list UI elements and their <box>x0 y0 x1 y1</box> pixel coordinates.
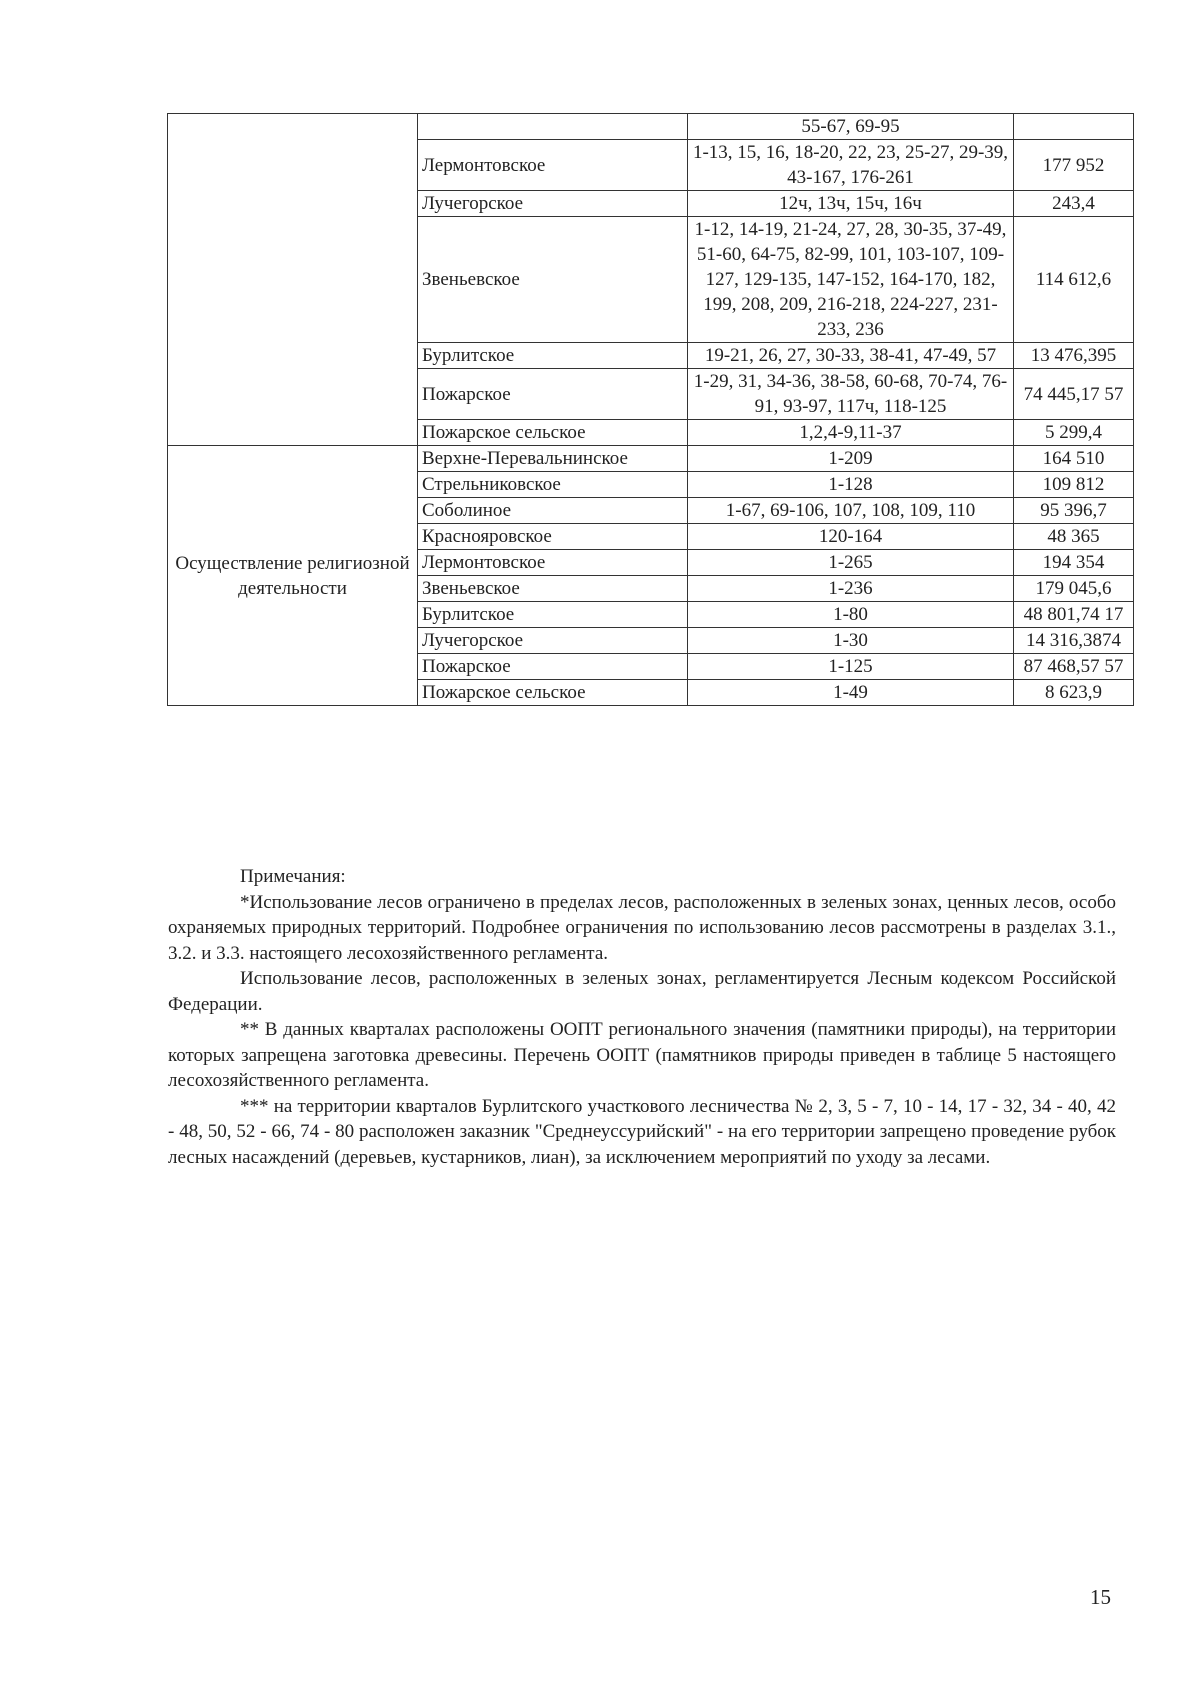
area-cell: 8 623,9 <box>1014 680 1134 706</box>
forestry-cell <box>418 114 688 140</box>
quarters-cell: 1-125 <box>688 654 1014 680</box>
area-cell: 177 952 <box>1014 140 1134 191</box>
note-paragraph: ** В данных кварталах расположены ООПТ регионального значения (памятники природы), на территории которых запрещена заготовка древесины. Перечень ООПТ (памятников природы приведен в таблице 5 настоящего лесохозяйственного регламента. <box>168 1019 1116 1091</box>
table-row <box>168 114 1134 140</box>
forestry-cell: Бурлитское <box>418 343 688 369</box>
area-cell: 164 510 <box>1014 446 1134 472</box>
forestry-cell: Стрельниковское <box>418 472 688 498</box>
quarters-cell: 1-49 <box>688 680 1014 706</box>
table-row <box>168 446 1134 472</box>
forestry-cell: Бурлитское <box>418 602 688 628</box>
quarters-cell: 1-209 <box>688 446 1014 472</box>
area-cell: 48 365 <box>1014 524 1134 550</box>
quarters-cell: 55-67, 69-95 <box>688 114 1014 140</box>
forestry-cell: Верхне-Перевальнинское <box>418 446 688 472</box>
area-cell: 114 612,6 <box>1014 217 1134 343</box>
quarters-cell: 1-128 <box>688 472 1014 498</box>
forestry-cell: Соболиное <box>418 498 688 524</box>
forestry-cell: Пожарское <box>418 369 688 420</box>
forestry-cell: Краснояровское <box>418 524 688 550</box>
area-cell: 95 396,7 <box>1014 498 1134 524</box>
purpose-cell <box>168 114 418 446</box>
quarters-cell: 1-29, 31, 34-36, 38-58, 60-68, 70-74, 76-91, 93-97, 117ч, 118-125 <box>688 369 1014 420</box>
forestry-cell: Лермонтовское <box>418 550 688 576</box>
forestry-cell: Звеньевское <box>418 576 688 602</box>
page-number: 15 <box>1090 1585 1111 1609</box>
quarters-cell: 19-21, 26, 27, 30-33, 38-41, 47-49, 57 <box>688 343 1014 369</box>
forestry-cell: Пожарское сельское <box>418 420 688 446</box>
quarters-cell: 1-12, 14-19, 21-24, 27, 28, 30-35, 37-49, 51-60, 64-75, 82-99, 101, 103-107, 109-127, 129-135, 147-152, 164-170, 182, 199, 208, 209, 216-218, 224-227, 231-233, 236 <box>688 217 1014 343</box>
area-cell: 179 045,6 <box>1014 576 1134 602</box>
forestry-cell: Лермонтовское <box>418 140 688 191</box>
notes-heading: Примечания: <box>240 866 346 887</box>
purpose-cell: Осуществление религиозной деятельности <box>168 446 418 706</box>
area-cell: 5 299,4 <box>1014 420 1134 446</box>
note-paragraph: *** на территории кварталов Бурлитского участкового лесничества № 2, 3, 5 - 7, 10 - 14, 17 - 32, 34 - 40, 42 - 48, 50, 52 - 66, 74 - 80 расположен заказник "Среднеуссурийский" - на его территории запрещено проведение рубок лесных насаждений (деревьев, кустарников, лиан), за исключением мероприятий по уходу за лесами. <box>168 1095 1116 1168</box>
area-cell: 87 468,57 57 <box>1014 654 1134 680</box>
forestry-cell: Пожарское <box>418 654 688 680</box>
area-cell: 48 801,74 17 <box>1014 602 1134 628</box>
forest-use-table <box>167 113 1134 706</box>
note-paragraph: Использование лесов, расположенных в зеленых зонах, регламентируется Лесным кодексом Российской Федерации. <box>168 968 1116 1015</box>
quarters-cell: 1-236 <box>688 576 1014 602</box>
forestry-cell: Лучегорское <box>418 191 688 217</box>
area-cell: 109 812 <box>1014 472 1134 498</box>
area-cell: 13 476,395 <box>1014 343 1134 369</box>
quarters-cell: 1-80 <box>688 602 1014 628</box>
forestry-cell: Пожарское сельское <box>418 680 688 706</box>
quarters-cell: 12ч, 13ч, 15ч, 16ч <box>688 191 1014 217</box>
area-cell <box>1014 114 1134 140</box>
area-cell: 243,4 <box>1014 191 1134 217</box>
area-cell: 74 445,17 57 <box>1014 369 1134 420</box>
forestry-cell: Звеньевское <box>418 217 688 343</box>
quarters-cell: 1-265 <box>688 550 1014 576</box>
area-cell: 194 354 <box>1014 550 1134 576</box>
notes-section <box>168 864 1116 1170</box>
quarters-cell: 1,2,4-9,11-37 <box>688 420 1014 446</box>
quarters-cell: 120-164 <box>688 524 1014 550</box>
quarters-cell: 1-67, 69-106, 107, 108, 109, 110 <box>688 498 1014 524</box>
area-cell: 14 316,3874 <box>1014 628 1134 654</box>
note-paragraph: *Использование лесов ограничено в пределах лесов, расположенных в зеленых зонах, ценных лесов, особо охраняемых природных территорий. Подробнее ограничения по использованию лесов рассмотрены в разделах 3.1., 3.2. и 3.3. настоящего лесохозяйственного регламента. <box>168 891 1116 964</box>
forestry-cell: Лучегорское <box>418 628 688 654</box>
quarters-cell: 1-30 <box>688 628 1014 654</box>
quarters-cell: 1-13, 15, 16, 18-20, 22, 23, 25-27, 29-39, 43-167, 176-261 <box>688 140 1014 191</box>
